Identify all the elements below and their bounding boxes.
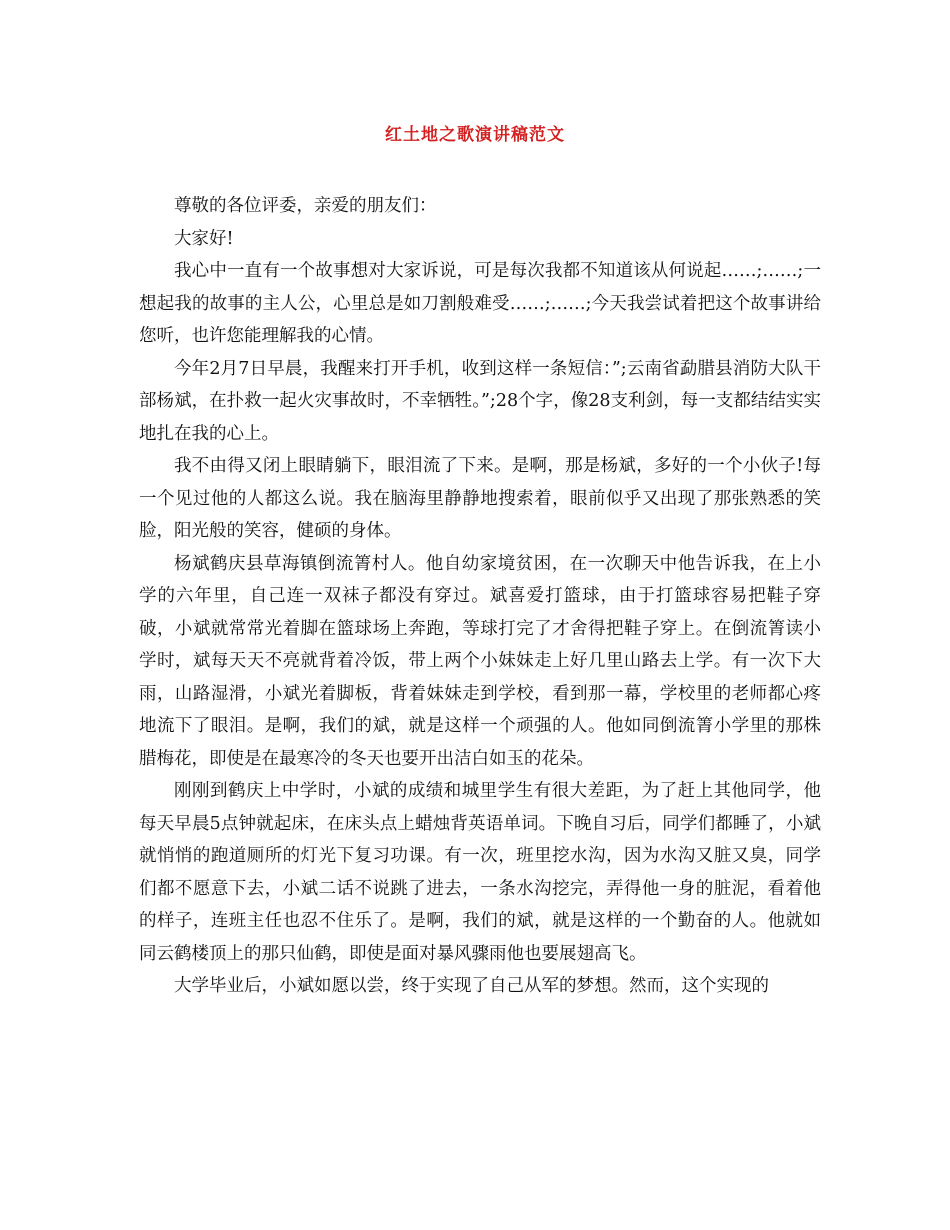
paragraph-middle-school: 刚刚到鹤庆上中学时，小斌的成绩和城里学生有很大差距，为了赶上其他同学，他每天早晨5点钟就起床，在床头点上蜡烛背英语单词。下晚自习后，同学们都睡了，小斌就悄悄的跑道厕所的灯光下复习功课。有一次，班里挖水沟，因为水沟又脏又臭，同学们都不愿意下去，小斌二话不说跳了进去，一条水沟挖完，弄得他一身的脏泥，看着他的样子，连班主任也忍不住乐了。是啊，我们的斌，就是这样的一个勤奋的人。他就如同云鹤楼顶上的那只仙鹤，即使是面对暴风骤雨他也要展翅高飞。: [139, 781, 821, 964]
document-title: 红土地之歌演讲稿范文: [385, 125, 565, 145]
paragraph-childhood: 杨斌鹤庆县草海镇倒流箐村人。他自幼家境贫困，在一次聊天中他告诉我，在上小学的六年里，自己连一双袜子都没有穿过。斌喜爱打篮球，由于打篮球容易把鞋子穿破，小斌就常常光着脚在篮球场上奔跑，等球打完了才舍得把鞋子穿上。在倒流箐读小学时，斌每天天不亮就背着冷饭，带上两个小妹妹走上好几里山路去上学。有一次下大雨，山路湿滑，小斌光着脚板，背着妹妹走到学校，看到那一幕，学校里的老师都心疼地流下了眼泪。是啊，我们的斌，就是这样一个顽强的人。他如同倒流箐小学里的那株腊梅花，即使是在最寒冷的冬天也要开出洁白如玉的花朵。: [139, 553, 821, 769]
paragraph-hello: 大家好!: [174, 228, 234, 249]
paragraph-graduation: 大学毕业后，小斌如愿以尝，终于实现了自己从军的梦想。然而，这个实现的: [174, 976, 769, 996]
paragraph-greeting: 尊敬的各位评委，亲爱的朋友们：: [174, 196, 437, 216]
paragraph-message: 今年2月7日早晨，我醒来打开手机，收到这样一条短信：”;云南省勐腊县消防大队干部杨斌，在扑救一起火灾事故时，不幸牺牲。”;28个字，像28支利剑，每一支都结结实实地扎在我的心上。: [139, 358, 821, 444]
document-body: [139, 190, 821, 1003]
paragraph-intro: 我心中一直有一个故事想对大家诉说，可是每次我都不知道该从何说起……;……;一想起我的故事的主人公，心里总是如刀割般难受……;……;今天我尝试着把这个故事讲给您听，也许您能理解我的心情。: [139, 261, 821, 346]
paragraph-memory: 我不由得又闭上眼睛躺下，眼泪流了下来。是啊，那是杨斌，多好的一个小伙子!每一个见过他的人都这么说。我在脑海里静静地搜索着，眼前似乎又出现了那张熟悉的笑脸，阳光般的笑容，健硕的身体。: [139, 456, 821, 541]
